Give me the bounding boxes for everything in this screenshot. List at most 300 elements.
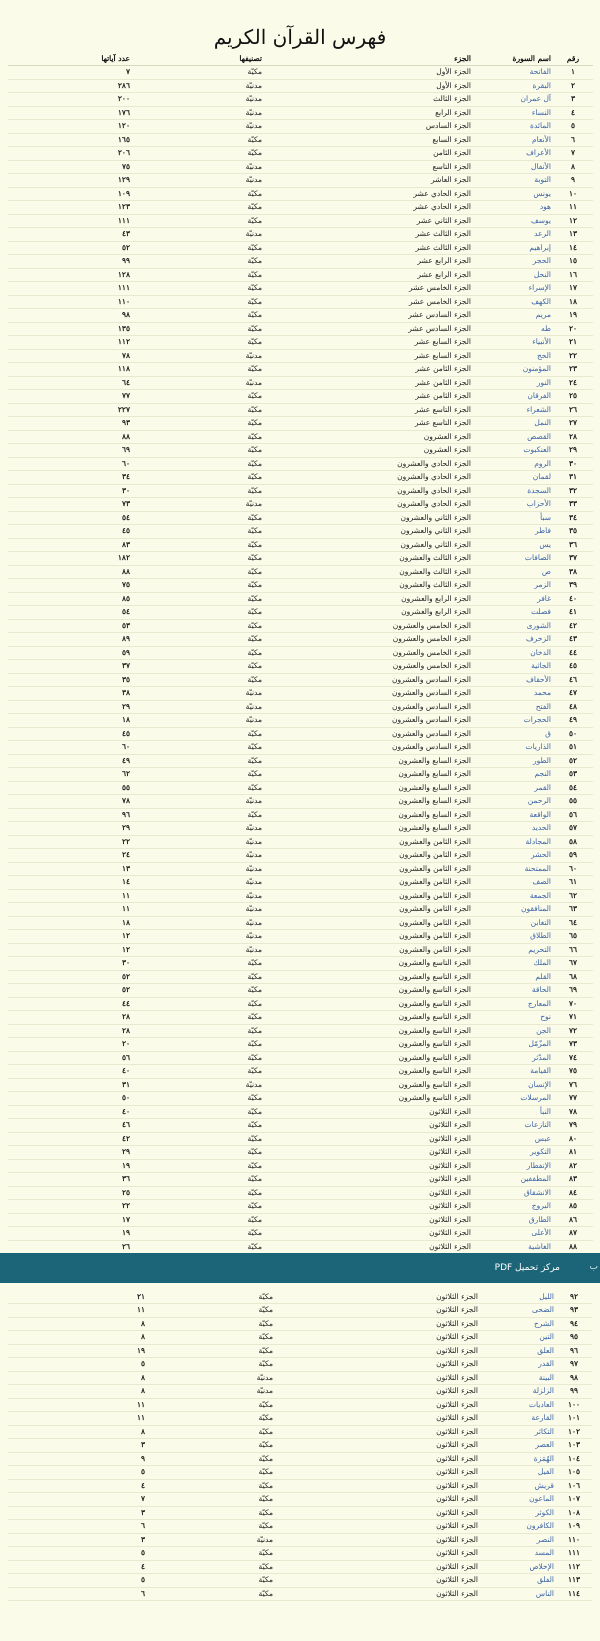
surah-name[interactable]: النمل <box>473 417 553 431</box>
surah-name[interactable]: التين <box>480 1331 556 1345</box>
surah-name[interactable]: الصافات <box>473 552 553 566</box>
surah-name[interactable]: غافر <box>473 592 553 606</box>
surah-juz: الجزء الأول <box>264 66 473 80</box>
surah-classification: مكيّة <box>132 268 264 282</box>
surah-name[interactable]: السجدة <box>473 484 553 498</box>
surah-classification: مكيّة <box>147 1425 275 1439</box>
surah-name[interactable]: النساء <box>473 106 553 120</box>
surah-name[interactable]: المعارج <box>473 997 553 1011</box>
surah-juz: الجزء السابع عشر <box>264 336 473 350</box>
surah-classification: مكيّة <box>132 1213 264 1227</box>
surah-name[interactable]: سبأ <box>473 511 553 525</box>
surah-name[interactable]: الجن <box>473 1024 553 1038</box>
surah-ayat-count: ٢٢٧ <box>8 403 132 417</box>
surah-classification: مكيّة <box>132 1105 264 1119</box>
surah-name[interactable]: النجم <box>473 768 553 782</box>
surah-name[interactable]: الجاثية <box>473 660 553 674</box>
table-row <box>8 1240 593 1254</box>
surah-juz: الجزء الثلاثون <box>264 1119 473 1133</box>
surah-ayat-count: ١٨٢ <box>8 552 132 566</box>
surah-number: ١٠٥ <box>556 1466 592 1480</box>
surah-juz: الجزء السادس عشر <box>264 322 473 336</box>
surah-classification: مكيّة <box>132 255 264 269</box>
surah-name[interactable]: يونس <box>473 187 553 201</box>
surah-juz: الجزء التاسع والعشرون <box>264 984 473 998</box>
surah-classification: مكيّة <box>132 606 264 620</box>
surah-juz: الجزء الثلاثون <box>275 1385 480 1399</box>
surah-number: ١٠٨ <box>556 1506 592 1520</box>
surah-number: ٧٢ <box>553 1024 593 1038</box>
surah-classification: مكيّة <box>147 1520 275 1534</box>
surah-ayat-count: ٤ <box>27 1479 147 1493</box>
surah-classification: مكيّة <box>132 66 264 80</box>
surah-name[interactable]: التوبة <box>473 174 553 188</box>
row-spacer <box>8 1385 27 1399</box>
surah-classification: مكيّة <box>132 214 264 228</box>
surah-classification: مكيّة <box>147 1506 275 1520</box>
surah-name[interactable]: الفتح <box>473 700 553 714</box>
surah-name[interactable]: الروم <box>473 457 553 471</box>
surah-name[interactable]: النصر <box>480 1533 556 1547</box>
surah-classification: مدنيّة <box>132 120 264 134</box>
table-row <box>8 1439 592 1453</box>
table-row <box>8 889 593 903</box>
surah-name[interactable]: البروج <box>473 1200 553 1214</box>
surah-name[interactable]: ق <box>473 727 553 741</box>
surah-classification: مكيّة <box>147 1358 275 1372</box>
surah-classification: مكيّة <box>147 1317 275 1331</box>
surah-name[interactable]: الإنفطار <box>473 1159 553 1173</box>
surah-name[interactable]: هود <box>473 201 553 215</box>
surah-classification: مكيّة <box>132 565 264 579</box>
surah-classification: مكيّة <box>132 511 264 525</box>
surah-classification: مكيّة <box>132 241 264 255</box>
surah-ayat-count: ٣ <box>27 1506 147 1520</box>
table-row <box>8 565 593 579</box>
surah-ayat-count: ١١٠ <box>8 295 132 309</box>
surah-name[interactable]: النور <box>473 376 553 390</box>
surah-name[interactable]: يس <box>473 538 553 552</box>
table-header-row <box>8 52 593 66</box>
table-row <box>8 1159 593 1173</box>
surah-name[interactable]: الذاريات <box>473 741 553 755</box>
surah-number: ٤٨ <box>553 700 593 714</box>
surah-number: ٢٥ <box>553 390 593 404</box>
surah-name[interactable]: آل عمران <box>473 93 553 107</box>
surah-name[interactable]: الأحزاب <box>473 498 553 512</box>
surah-ayat-count: ١١٢ <box>8 336 132 350</box>
surah-classification: مكيّة <box>132 525 264 539</box>
surah-name[interactable]: البقرة <box>473 79 553 93</box>
surah-number: ١٢ <box>553 214 593 228</box>
surah-name[interactable]: الطور <box>473 754 553 768</box>
surah-juz: الجزء الثلاثون <box>275 1304 480 1318</box>
surah-number: ٥٠ <box>553 727 593 741</box>
surah-ayat-count: ٣٠ <box>8 484 132 498</box>
surah-classification: مدنيّة <box>132 903 264 917</box>
surah-number: ٦٦ <box>553 943 593 957</box>
surah-number: ٦٧ <box>553 957 593 971</box>
surah-name[interactable]: المجادلة <box>473 835 553 849</box>
table-row <box>8 1186 593 1200</box>
row-spacer <box>8 1479 27 1493</box>
surah-number: ١٠٩ <box>556 1520 592 1534</box>
surah-name[interactable]: الكوثر <box>480 1506 556 1520</box>
surah-name[interactable]: الانشقاق <box>473 1186 553 1200</box>
table-row <box>8 606 593 620</box>
surah-classification: مدنيّة <box>132 376 264 390</box>
surah-name[interactable]: عبس <box>473 1132 553 1146</box>
surah-name[interactable]: الإنسان <box>473 1078 553 1092</box>
surah-number: ٢٢ <box>553 349 593 363</box>
table-row <box>8 957 593 971</box>
surah-classification: مكيّة <box>147 1560 275 1574</box>
surah-ayat-count: ٢٥ <box>8 1186 132 1200</box>
surah-name[interactable]: التكوير <box>473 1146 553 1160</box>
surah-juz: الجزء السابع والعشرون <box>264 754 473 768</box>
surah-juz: الجزء الخامس عشر <box>264 282 473 296</box>
surah-name[interactable]: الضحى <box>480 1304 556 1318</box>
surah-name[interactable]: البينة <box>480 1371 556 1385</box>
surah-classification: مدنيّة <box>132 106 264 120</box>
table-row <box>8 201 593 215</box>
surah-number: ٧٩ <box>553 1119 593 1133</box>
surah-name[interactable]: الفاتحة <box>473 66 553 80</box>
surah-ayat-count: ١٠٩ <box>8 187 132 201</box>
surah-classification: مكيّة <box>132 187 264 201</box>
surah-name[interactable]: المنافقون <box>473 903 553 917</box>
surah-name[interactable]: الشورى <box>473 619 553 633</box>
table-row <box>8 484 593 498</box>
surah-classification: مدنيّة <box>132 1078 264 1092</box>
surah-ayat-count: ٥ <box>27 1547 147 1561</box>
surah-name[interactable]: الواقعة <box>473 808 553 822</box>
surah-name[interactable]: المدّثر <box>473 1051 553 1065</box>
table-row <box>8 1547 592 1561</box>
surah-classification: مدنيّة <box>132 687 264 701</box>
surah-ayat-count: ٩٦ <box>8 808 132 822</box>
surah-name[interactable]: الحديد <box>473 822 553 836</box>
surah-name[interactable]: الكافرون <box>480 1520 556 1534</box>
surah-ayat-count: ٦٠ <box>8 457 132 471</box>
surah-name[interactable]: الحاقة <box>473 984 553 998</box>
surah-number: ٤٠ <box>553 592 593 606</box>
surah-ayat-count: ٥ <box>27 1358 147 1372</box>
surah-juz: الجزء الثالث والعشرون <box>264 565 473 579</box>
table-row <box>8 646 593 660</box>
row-spacer <box>8 1533 27 1547</box>
surah-ayat-count: ٨٨ <box>8 430 132 444</box>
surah-name[interactable]: النبأ <box>473 1105 553 1119</box>
surah-juz: الجزء الثامن والعشرون <box>264 849 473 863</box>
surah-ayat-count: ٥٠ <box>8 1092 132 1106</box>
surah-name[interactable]: المائدة <box>473 120 553 134</box>
surah-juz: الجزء الخامس والعشرون <box>264 633 473 647</box>
surah-name[interactable]: الأحقاف <box>473 673 553 687</box>
table-row <box>8 363 593 377</box>
table-row <box>8 133 593 147</box>
surah-classification: مكيّة <box>132 727 264 741</box>
surah-name[interactable]: القدر <box>480 1358 556 1372</box>
surah-number: ٤٣ <box>553 633 593 647</box>
surah-ayat-count: ٤٠ <box>8 1065 132 1079</box>
surah-ayat-count: ٩ <box>27 1452 147 1466</box>
surah-name[interactable]: الفلق <box>480 1574 556 1588</box>
surah-classification: مدنيّة <box>147 1385 275 1399</box>
table-row <box>8 120 593 134</box>
surah-ayat-count: ٧٣ <box>8 498 132 512</box>
surah-name[interactable]: الزلزلة <box>480 1385 556 1399</box>
table-row <box>8 79 593 93</box>
surah-juz: الجزء السابع والعشرون <box>264 808 473 822</box>
surah-name[interactable]: فصلت <box>473 606 553 620</box>
table-row <box>8 1344 592 1358</box>
surah-name[interactable]: لقمان <box>473 471 553 485</box>
surah-juz: الجزء العشرون <box>264 430 473 444</box>
surah-ayat-count: ٨ <box>27 1331 147 1345</box>
surah-number: ٣٢ <box>553 484 593 498</box>
surah-name[interactable]: الرحمن <box>473 795 553 809</box>
surah-classification: مكيّة <box>132 1173 264 1187</box>
surah-classification: مكيّة <box>132 633 264 647</box>
header-juz: الجزء <box>264 52 473 66</box>
surah-juz: الجزء الحادي والعشرون <box>264 484 473 498</box>
surah-name[interactable]: العصر <box>480 1439 556 1453</box>
surah-name[interactable]: التكاثر <box>480 1425 556 1439</box>
surah-name[interactable]: الحجرات <box>473 714 553 728</box>
surah-name[interactable]: الجمعة <box>473 889 553 903</box>
surah-number: ٧٥ <box>553 1065 593 1079</box>
surah-ayat-count: ٣ <box>27 1533 147 1547</box>
surah-classification: مدنيّة <box>132 228 264 242</box>
surah-name[interactable]: الأنعام <box>473 133 553 147</box>
table-row <box>8 1560 592 1574</box>
surah-classification: مكيّة <box>147 1452 275 1466</box>
surah-name[interactable]: الشرح <box>480 1317 556 1331</box>
surah-ayat-count: ٣١ <box>8 1078 132 1092</box>
surah-number: ٣٤ <box>553 511 593 525</box>
surah-number: ٥٥ <box>553 795 593 809</box>
table-row <box>8 457 593 471</box>
surah-name[interactable]: يوسف <box>473 214 553 228</box>
surah-name[interactable]: القيامة <box>473 1065 553 1079</box>
surah-name[interactable]: الأعلى <box>473 1227 553 1241</box>
surah-ayat-count: ٤٤ <box>8 997 132 1011</box>
surah-name[interactable]: قريش <box>480 1479 556 1493</box>
surah-ayat-count: ٨٥ <box>8 592 132 606</box>
surah-juz: الجزء الثلاثون <box>275 1317 480 1331</box>
table-row <box>8 552 593 566</box>
table-row <box>8 1425 592 1439</box>
surah-name[interactable]: العاديات <box>480 1398 556 1412</box>
surah-juz: الجزء الثلاثون <box>275 1574 480 1588</box>
table-row <box>8 1520 592 1534</box>
surah-name[interactable]: نوح <box>473 1011 553 1025</box>
surah-ayat-count: ٩٨ <box>8 309 132 323</box>
surah-juz: الجزء الثلاثون <box>264 1105 473 1119</box>
surah-classification: مكيّة <box>132 781 264 795</box>
table-row <box>8 1587 592 1601</box>
surah-name[interactable]: الناس <box>480 1587 556 1601</box>
surah-ayat-count: ١٢٣ <box>8 201 132 215</box>
table-row <box>8 511 593 525</box>
surah-juz: الجزء الثاني عشر <box>264 214 473 228</box>
surah-name[interactable]: الفرقان <box>473 390 553 404</box>
surah-number: ٧١ <box>553 1011 593 1025</box>
surah-name[interactable]: محمد <box>473 687 553 701</box>
surah-name[interactable]: ص <box>473 565 553 579</box>
table-row <box>8 187 593 201</box>
surah-juz: الجزء الثلاثون <box>264 1132 473 1146</box>
surah-number: ٣٧ <box>553 552 593 566</box>
surah-name[interactable]: فاطر <box>473 525 553 539</box>
surah-name[interactable]: المؤمنون <box>473 363 553 377</box>
surah-name[interactable]: القصص <box>473 430 553 444</box>
surah-juz: الجزء الحادي عشر <box>264 187 473 201</box>
surah-juz: الجزء التاسع والعشرون <box>264 1038 473 1052</box>
surah-juz: الجزء الثلاثون <box>264 1173 473 1187</box>
pdf-download-link[interactable]: مركز تحميل PDF <box>494 1263 560 1273</box>
surah-name[interactable]: الحج <box>473 349 553 363</box>
surah-name[interactable]: الحشر <box>473 849 553 863</box>
table-row <box>8 214 593 228</box>
table-row <box>8 336 593 350</box>
surah-ayat-count: ١١١ <box>8 214 132 228</box>
surah-name[interactable]: العلق <box>480 1344 556 1358</box>
surah-number: ٣٨ <box>553 565 593 579</box>
surah-name[interactable]: الإخلاص <box>480 1560 556 1574</box>
surah-name[interactable]: إبراهيم <box>473 241 553 255</box>
surah-ayat-count: ٨ <box>27 1371 147 1385</box>
surah-name[interactable]: الطلاق <box>473 930 553 944</box>
surah-classification: مكيّة <box>147 1398 275 1412</box>
surah-name[interactable]: الممتحنة <box>473 862 553 876</box>
surah-name[interactable]: التغابن <box>473 916 553 930</box>
surah-ayat-count: ٨٨ <box>8 565 132 579</box>
surah-juz: الجزء الثالث والعشرون <box>264 579 473 593</box>
surah-number: ٥٢ <box>553 754 593 768</box>
table-row <box>8 579 593 593</box>
surah-name[interactable]: الهُمَزة <box>480 1452 556 1466</box>
surah-name[interactable]: الكهف <box>473 295 553 309</box>
row-spacer <box>8 1398 27 1412</box>
surah-name[interactable]: الملك <box>473 957 553 971</box>
surah-name[interactable]: الصف <box>473 876 553 890</box>
surah-classification: مكيّة <box>147 1493 275 1507</box>
surah-name[interactable]: النازعات <box>473 1119 553 1133</box>
surah-classification: مكيّة <box>132 1146 264 1160</box>
surah-name[interactable]: الزخرف <box>473 633 553 647</box>
surah-number: ٧٠ <box>553 997 593 1011</box>
surah-name[interactable]: القارعة <box>480 1412 556 1426</box>
surah-name[interactable]: الإسراء <box>473 282 553 296</box>
surah-name[interactable]: الأنفال <box>473 160 553 174</box>
table-row <box>8 714 593 728</box>
surah-name[interactable]: الشعراء <box>473 403 553 417</box>
surah-name[interactable]: الفيل <box>480 1466 556 1480</box>
surah-juz: الجزء السابع والعشرون <box>264 795 473 809</box>
surah-name[interactable]: الحجر <box>473 255 553 269</box>
surah-name[interactable]: الأعراف <box>473 147 553 161</box>
surah-index-table-continued <box>8 1290 592 1601</box>
surah-name[interactable]: الدخان <box>473 646 553 660</box>
surah-juz: الجزء الحادي والعشرون <box>264 457 473 471</box>
surah-juz: الجزء الثلاثون <box>275 1547 480 1561</box>
surah-name[interactable]: المسد <box>480 1547 556 1561</box>
surah-juz: الجزء السادس والعشرون <box>264 700 473 714</box>
surah-number: ٩٤ <box>556 1317 592 1331</box>
surah-name[interactable]: القمر <box>473 781 553 795</box>
surah-number: ٨٦ <box>553 1213 593 1227</box>
surah-name[interactable]: مريم <box>473 309 553 323</box>
surah-number: ٣ <box>553 93 593 107</box>
surah-number: ١ <box>553 66 593 80</box>
surah-ayat-count: ١٢ <box>8 943 132 957</box>
surah-name[interactable]: الطارق <box>473 1213 553 1227</box>
surah-number: ٥٤ <box>553 781 593 795</box>
surah-name[interactable]: النحل <box>473 268 553 282</box>
surah-classification: مدنيّة <box>132 862 264 876</box>
surah-ayat-count: ٦ <box>27 1520 147 1534</box>
surah-juz: الجزء الثلاثون <box>275 1425 480 1439</box>
surah-juz: الجزء التاسع والعشرون <box>264 1078 473 1092</box>
surah-name[interactable]: طه <box>473 322 553 336</box>
surah-classification: مكيّة <box>147 1344 275 1358</box>
surah-name[interactable]: القلم <box>473 970 553 984</box>
surah-classification: مكيّة <box>132 282 264 296</box>
table-row <box>8 322 593 336</box>
table-row <box>8 916 593 930</box>
surah-name[interactable]: الليل <box>480 1290 556 1304</box>
table-row <box>8 727 593 741</box>
row-spacer <box>8 1304 27 1318</box>
table-row <box>8 835 593 849</box>
table-row <box>8 1331 592 1345</box>
surah-name[interactable]: المطففين <box>473 1173 553 1187</box>
table-row <box>8 1065 593 1079</box>
surah-juz: الجزء التاسع والعشرون <box>264 1024 473 1038</box>
surah-name[interactable]: الأنبياء <box>473 336 553 350</box>
surah-number: ١١ <box>553 201 593 215</box>
surah-classification: مكيّة <box>132 579 264 593</box>
surah-name[interactable]: المزّمّل <box>473 1038 553 1052</box>
surah-name[interactable]: المرسلات <box>473 1092 553 1106</box>
table-row <box>8 633 593 647</box>
surah-classification: مكيّة <box>132 592 264 606</box>
table-row <box>8 349 593 363</box>
surah-ayat-count: ٧٨ <box>8 795 132 809</box>
surah-number: ١٠٢ <box>556 1425 592 1439</box>
table-row <box>8 1317 592 1331</box>
table-row <box>8 295 593 309</box>
surah-name[interactable]: الغاشية <box>473 1240 553 1254</box>
surah-name[interactable]: الرعد <box>473 228 553 242</box>
surah-ayat-count: ١١ <box>8 889 132 903</box>
surah-number: ٤٢ <box>553 619 593 633</box>
surah-juz: الجزء الرابع عشر <box>264 255 473 269</box>
surah-ayat-count: ٣٦ <box>8 1173 132 1187</box>
surah-classification: مدنيّة <box>132 876 264 890</box>
table-row <box>8 741 593 755</box>
surah-name[interactable]: العنكبوت <box>473 444 553 458</box>
surah-name[interactable]: الماعون <box>480 1493 556 1507</box>
surah-classification: مكيّة <box>132 133 264 147</box>
table-row <box>8 1412 592 1426</box>
surah-name[interactable]: الزمر <box>473 579 553 593</box>
surah-ayat-count: ٣ <box>27 1439 147 1453</box>
surah-number: ٨٧ <box>553 1227 593 1241</box>
surah-name[interactable]: التحريم <box>473 943 553 957</box>
